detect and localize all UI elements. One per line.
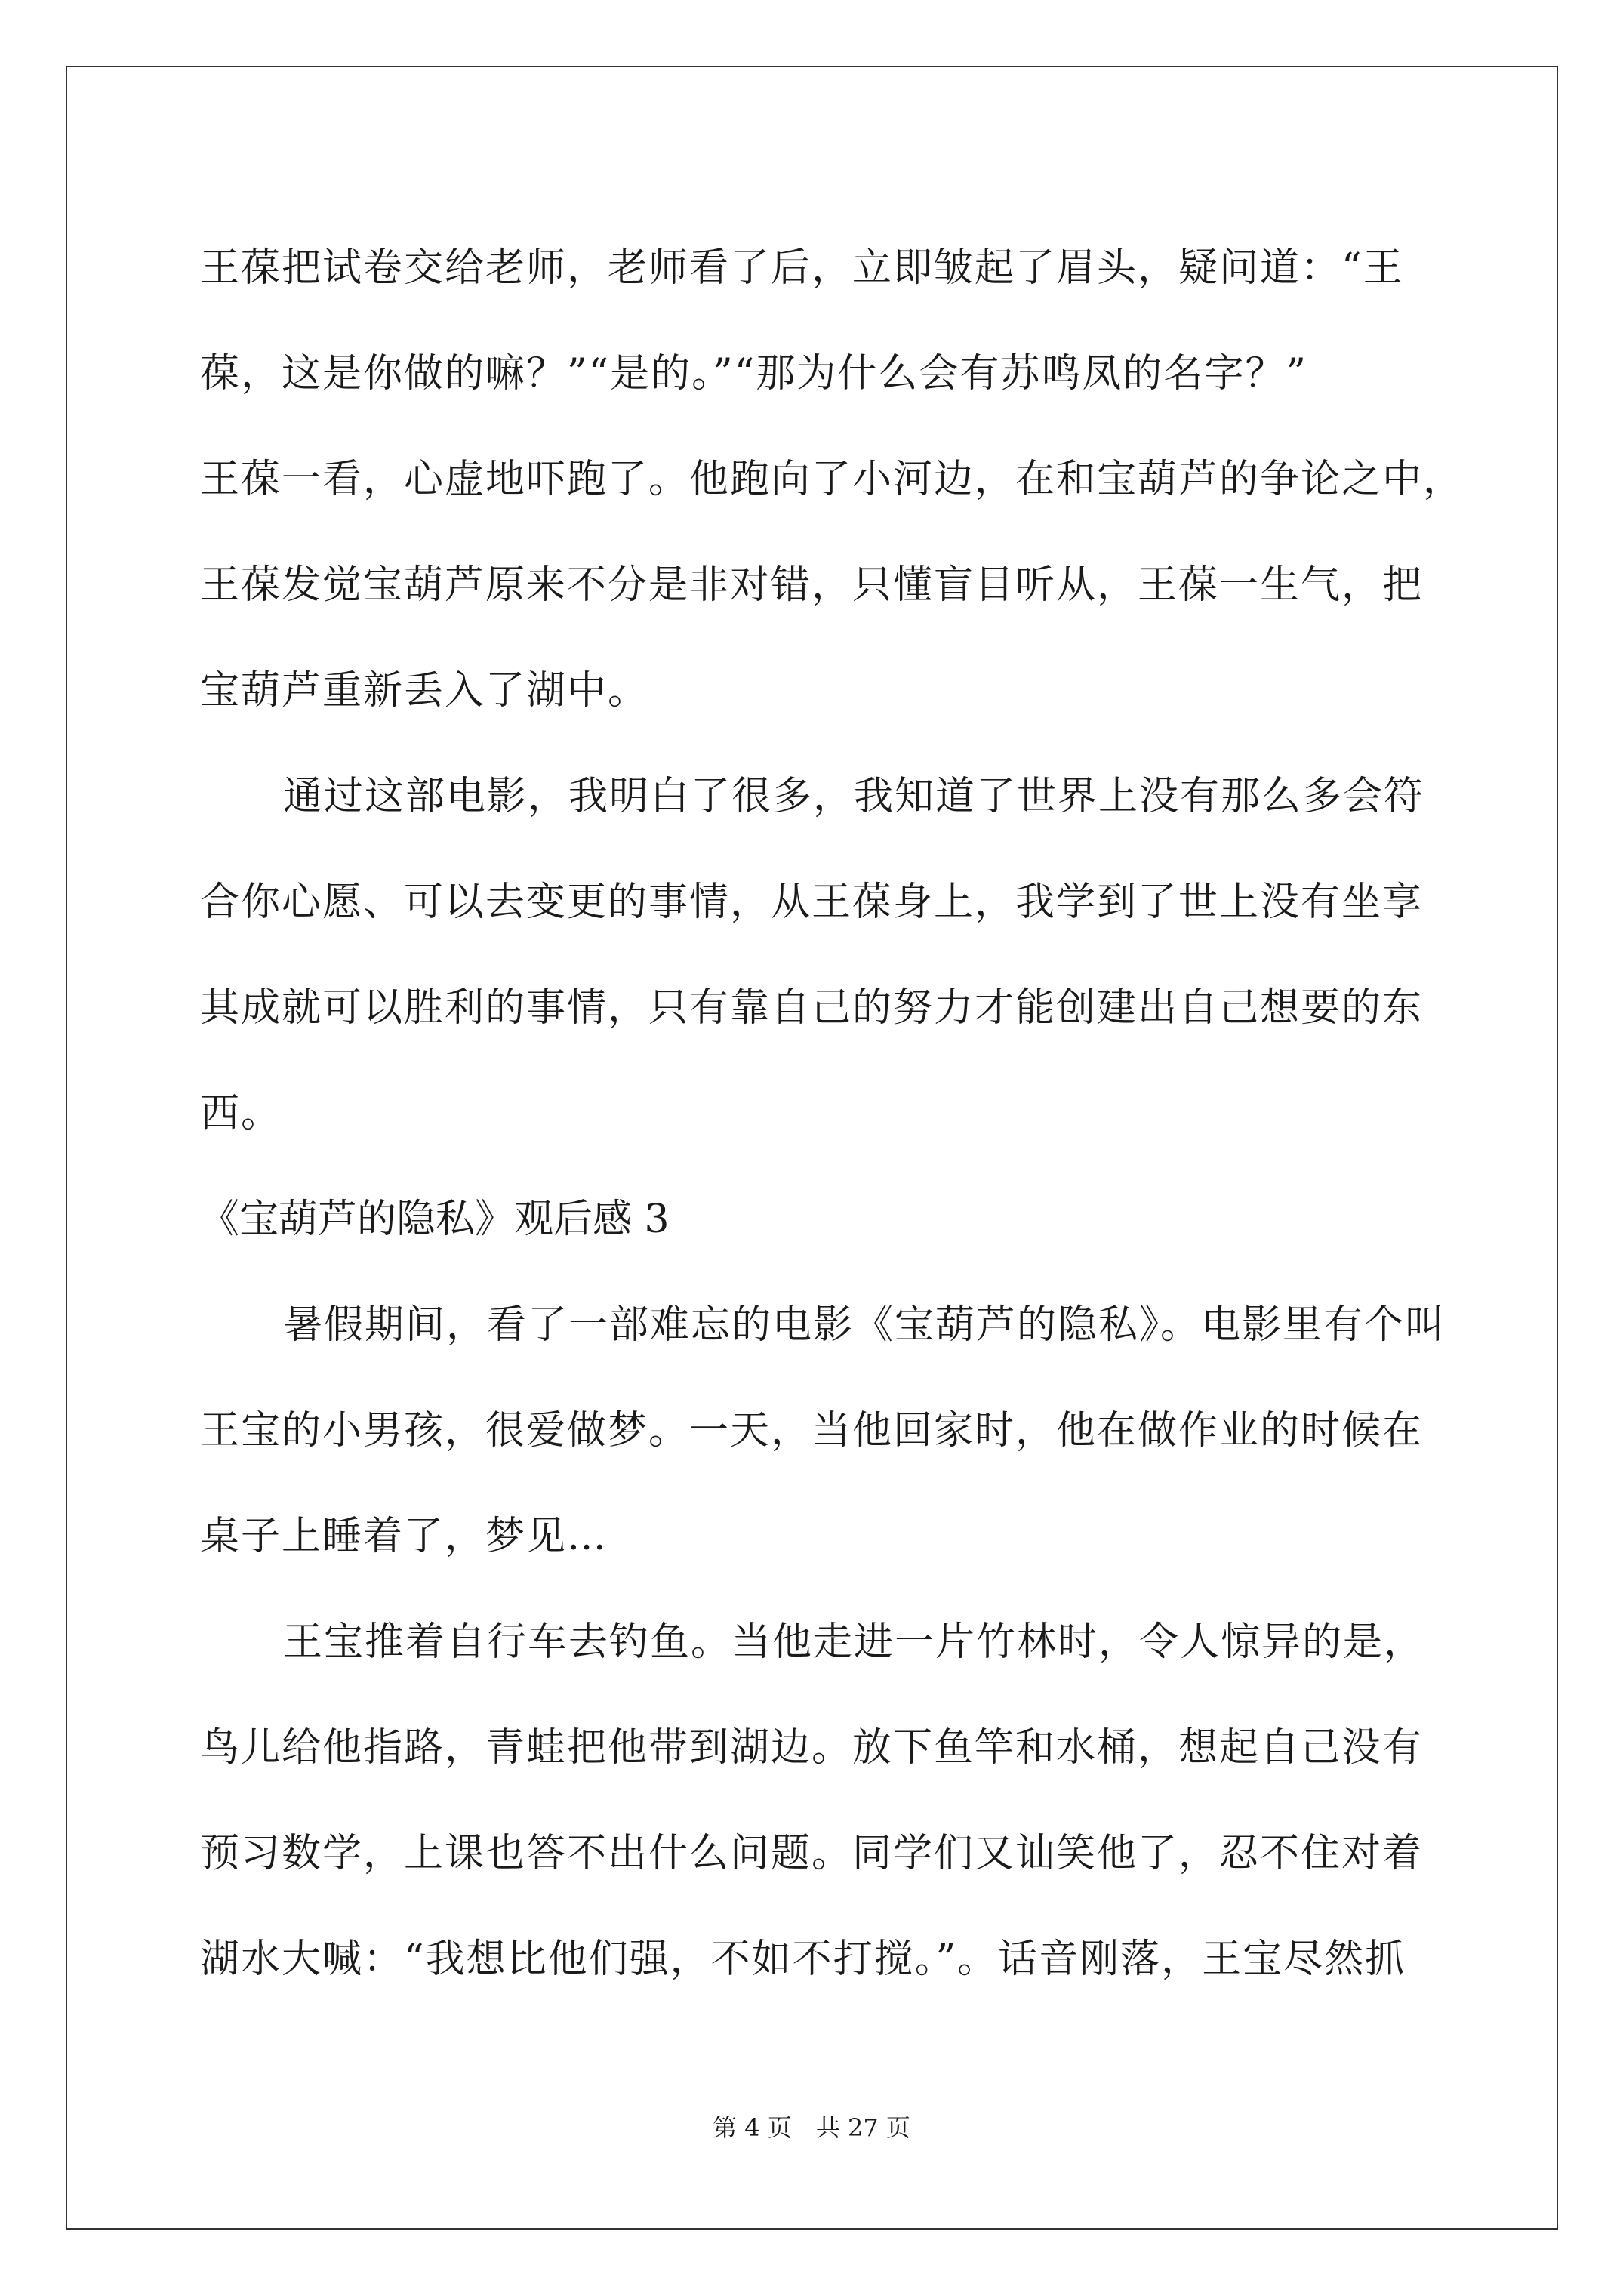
document-body [200,215,1464,2012]
text-line: 桌子上睡着了，梦见… [200,1514,608,1559]
page-number-footer: 第 4 页 共 27 页 [713,2113,910,2142]
text-line: 王宝的小男孩，很爱做梦。一天，当他回家时，他在做作业的时候在 [200,1408,1424,1453]
section-heading: 《宝葫芦的隐私》观后感 3 [200,1197,670,1242]
text-line: 王葆发觉宝葫芦原来不分是非对错，只懂盲目听从，王葆一生气，把 [200,562,1424,608]
paragraph-start-line: 通过这部电影，我明白了很多，我知道了世界上没有那么多会符 [283,774,1425,819]
paragraph-start-line: 暑假期间，看了一部难忘的电影《宝葫芦的隐私》。电影里有个叫 [283,1302,1446,1348]
text-line: 王葆把试卷交给老师，老师看了后，立即皱起了眉头，疑问道：“王 [200,245,1404,291]
paragraph-start-line: 王宝推着自行车去钓鱼。当他走进一片竹林时，令人惊异的是， [283,1620,1425,1665]
text-line: 其成就可以胜利的事情，只有靠自己的努力才能创建出自己想要的东 [200,985,1424,1031]
text-line: 西。 [200,1091,282,1136]
text-line: 葆，这是你做的嘛？”“是的。”“那为什么会有苏鸣凤的名字？” [200,351,1307,396]
text-line: 湖水大喊：“我想比他们强，不如不打搅。”。话音刚落，王宝尽然抓 [200,1937,1406,1982]
text-line: 合你心愿、可以去变更的事情，从王葆身上，我学到了世上没有坐享 [200,880,1424,925]
text-line: 王葆一看，心虚地吓跑了。他跑向了小河边，在和宝葫芦的争论之中， [200,457,1464,502]
text-line: 预习数学，上课也答不出什么问题。同学们又讪笑他了，忍不住对着 [200,1831,1424,1876]
text-line: 鸟儿给他指路，青蛙把他带到湖边。放下鱼竿和水桶，想起自己没有 [200,1725,1424,1771]
text-line: 宝葫芦重新丢入了湖中。 [200,668,649,713]
